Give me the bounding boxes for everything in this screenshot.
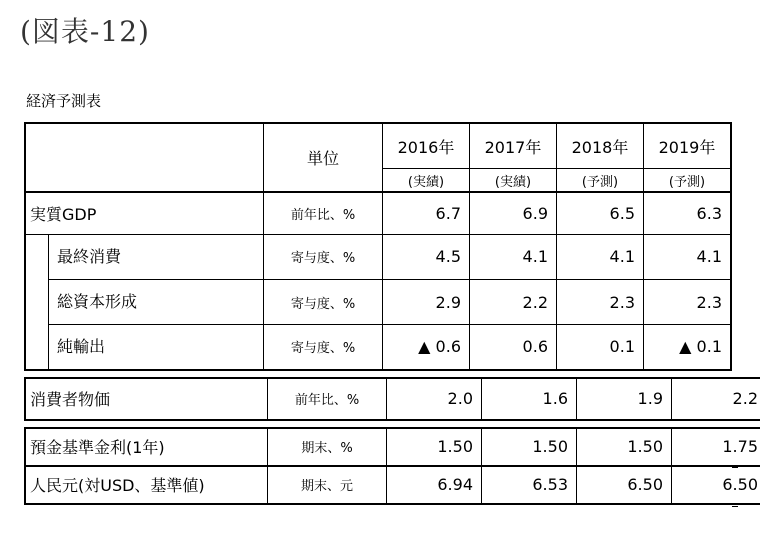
- tick-mark: [732, 467, 738, 468]
- row-label: 最終消費: [48, 235, 263, 280]
- cell-value: 2.3: [557, 280, 644, 325]
- header-year: 2019年: [644, 123, 732, 169]
- tick-mark: [732, 428, 738, 429]
- row-label-cell: [25, 280, 264, 325]
- cell-value: 0.6: [470, 325, 557, 370]
- row-label-cell: [25, 234, 264, 280]
- cell-value: 4.1: [470, 234, 557, 280]
- cell-value: 2.2: [672, 378, 760, 420]
- header-year: 2018年: [557, 123, 644, 169]
- cpi-table: [24, 377, 760, 421]
- row-label: 総資本形成: [48, 280, 263, 325]
- figure-label: (図表-12): [20, 15, 150, 48]
- cell-value: 2.9: [383, 280, 470, 325]
- table-row: [25, 325, 731, 370]
- row-unit: 寄与度、%: [264, 234, 383, 280]
- cell-value: 1.75: [672, 428, 760, 466]
- row-label: 人民元(対USD、基準値): [30, 476, 205, 495]
- cell-value: 2.0: [387, 378, 482, 420]
- cell-value: 4.1: [644, 234, 732, 280]
- header-status: (予測): [557, 169, 644, 193]
- table-row: [25, 280, 731, 325]
- cell-value: 6.9: [470, 192, 557, 234]
- header-year: 2017年: [470, 123, 557, 169]
- cell-value: 6.53: [482, 466, 577, 504]
- cell-value: 1.9: [577, 378, 672, 420]
- header-unit-label: 単位: [264, 123, 383, 192]
- cell-value: 1.50: [387, 428, 482, 466]
- table-row: [25, 428, 760, 466]
- row-label: 預金基準金利(1年): [25, 428, 268, 466]
- cell-value: 6.94: [387, 466, 482, 504]
- table-row: [25, 378, 760, 420]
- header-year: 2016年: [383, 123, 470, 169]
- cell-value: 0.1: [557, 325, 644, 370]
- tick-mark: [732, 506, 738, 507]
- cell-value: 6.5: [557, 192, 644, 234]
- cell-value: ▲ 0.1: [644, 325, 732, 370]
- forecast-table: [24, 122, 758, 505]
- cell-value: ▲ 0.6: [383, 325, 470, 370]
- header-blank-cell: [25, 123, 264, 192]
- cell-value: 4.5: [383, 234, 470, 280]
- row-unit: 期末、%: [268, 428, 387, 466]
- row-label-cell: [25, 325, 264, 370]
- cell-value: 2.2: [470, 280, 557, 325]
- gdp-block-table: [24, 122, 732, 371]
- cell-value: 2.3: [644, 280, 732, 325]
- header-row: [25, 123, 731, 169]
- cell-value: 6.3: [644, 192, 732, 234]
- row-unit: 寄与度、%: [264, 280, 383, 325]
- cell-value: 4.1: [557, 234, 644, 280]
- cell-value: 6.7: [383, 192, 470, 234]
- cell-value: 1.50: [577, 428, 672, 466]
- table-row: [25, 192, 731, 234]
- cell-value: 1.6: [482, 378, 577, 420]
- cell-value: 6.50: [672, 466, 760, 504]
- header-status: (予測): [644, 169, 732, 193]
- cell-value: 1.50: [482, 428, 577, 466]
- row-unit: 前年比、%: [268, 378, 387, 420]
- margin-tick-marks: [732, 428, 738, 545]
- table-row: [25, 234, 731, 280]
- row-unit: 前年比、%: [264, 192, 383, 234]
- row-unit: 寄与度、%: [264, 325, 383, 370]
- row-label: 純輸出: [48, 325, 263, 369]
- row-label: 消費者物価: [30, 390, 111, 409]
- row-label: 実質GDP: [25, 192, 264, 234]
- cell-value: 6.50: [577, 466, 672, 504]
- rates-table: [24, 427, 760, 505]
- header-status: (実績): [383, 169, 470, 193]
- row-unit: 期末、元: [268, 466, 387, 504]
- table-title: 経済予測表: [26, 92, 102, 110]
- header-status: (実績): [470, 169, 557, 193]
- table-row: [25, 466, 760, 504]
